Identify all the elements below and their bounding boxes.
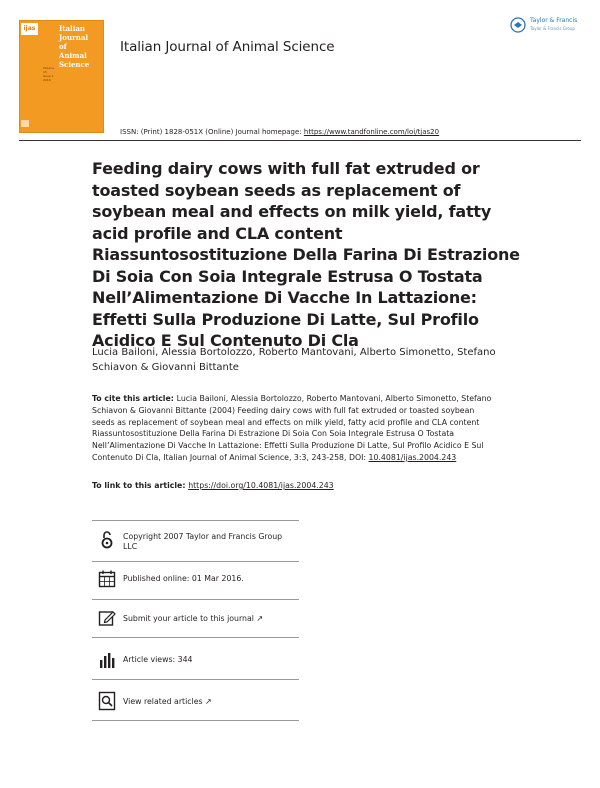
info-divider — [92, 679, 299, 680]
publisher-logo-subname: Taylor & Francis Group — [530, 26, 575, 31]
info-divider — [92, 520, 299, 521]
citation-text: Lucia Bailoni, Alessia Bortolozzo, Roberto Mantovani, Alberto Simonetto, Stefano Schiavon & Giovanni Bittante (2004) Feeding dairy cows with full fat extruded or toasted soybean seeds as replacement of soybean meal and effects on milk yield, fatty acid profile and CLA content Riassuntosostituzione Della Farina Di Estrazione Di Soia Con Soia Integrale Estrusa O Tostata Nell’Alimentazione Di Vacche In Lattazione: Effetti Sulla Produzione Di Latte, Sul Profilo Acidico E Sul Contenuto Di Cla, Italian Journal of Animal Science, 3:3, 243-258, DOI: — [92, 394, 492, 462]
cover-title-line: Animal — [59, 51, 87, 60]
related-articles-link[interactable] — [123, 697, 298, 707]
article-title: Feeding dairy cows with full fat extruded or toasted soybean seeds as replacement of soybean meal and effects on milk yield, fatty acid profile and CLA content Riassuntosostituzione Della Farina Di Estrazione Di Soia Con Soia Integrale Estrusa O Tostata Nell’Alimentazione Di Vacche In Lattazione: Effetti Sulla Produzione Di Latte, Sul Profilo Acidico E Sul Contenuto Di Cla — [92, 159, 520, 350]
related-articles-label: View related articles — [123, 697, 203, 706]
cover-title-line: Journal — [59, 33, 89, 42]
article-link-line — [92, 481, 334, 490]
published-date: Published online: 01 Mar 2016. — [123, 574, 244, 583]
cover-title-line: Italian — [59, 24, 85, 33]
journal-name[interactable]: Italian Journal of Animal Science — [120, 39, 335, 55]
article-link-label: To link to this article: — [92, 481, 189, 490]
cover-side-line: 2016 — [43, 78, 51, 82]
publisher-logo-name: Taylor & Francis — [530, 17, 578, 24]
copyright-text: Copyright 2007 Taylor and Francis Group LLC — [123, 532, 283, 551]
info-divider — [92, 637, 299, 638]
submit-article-link[interactable] — [123, 614, 298, 624]
cover-title-line: of — [59, 42, 67, 51]
issn-text: ISSN: (Print) 1828-051X (Online) Journal homepage: — [120, 128, 304, 136]
bar-chart-icon — [98, 650, 116, 670]
cover-title-line: Science — [59, 60, 90, 69]
citation-doi-link[interactable]: 10.4081/ijas.2004.243 — [368, 452, 457, 462]
related-articles-icon — [98, 691, 116, 711]
journal-cover-image — [19, 20, 104, 133]
cover-band — [21, 120, 29, 127]
cover-side-line: Volume 15 — [43, 66, 55, 74]
info-divider — [92, 599, 299, 600]
header-divider — [19, 140, 581, 141]
cover-logo: ijas — [21, 23, 38, 35]
info-divider — [92, 720, 299, 721]
publisher-logo[interactable] — [510, 15, 585, 37]
submit-article-label: Submit your article to this journal — [123, 614, 254, 623]
open-access-icon — [98, 530, 116, 550]
article-doi-url[interactable]: https://doi.org/10.4081/ijas.2004.243 — [188, 481, 334, 490]
edit-icon — [98, 608, 116, 628]
article-authors: Lucia Bailoni, Alessia Bortolozzo, Roberto Mantovani, Alberto Simonetto, Stefano Schiavon & Giovanni Bittante — [92, 347, 496, 373]
calendar-icon — [98, 569, 116, 589]
issn-line — [120, 128, 439, 136]
publisher-logo-icon — [510, 17, 526, 33]
external-link-icon: ↗ — [256, 614, 264, 623]
cover-side-line: Issue 1 — [43, 74, 54, 78]
article-views: Article views: 344 — [123, 655, 193, 664]
citation-block — [92, 393, 492, 464]
citation-label: To cite this article: — [92, 394, 177, 403]
journal-homepage-link[interactable]: https://www.tandfonline.com/loi/tjas20 — [303, 128, 440, 136]
cover-title — [59, 24, 89, 69]
external-link-icon: ↗ — [205, 697, 212, 706]
cover-side-text — [43, 66, 55, 82]
info-divider — [92, 561, 299, 562]
